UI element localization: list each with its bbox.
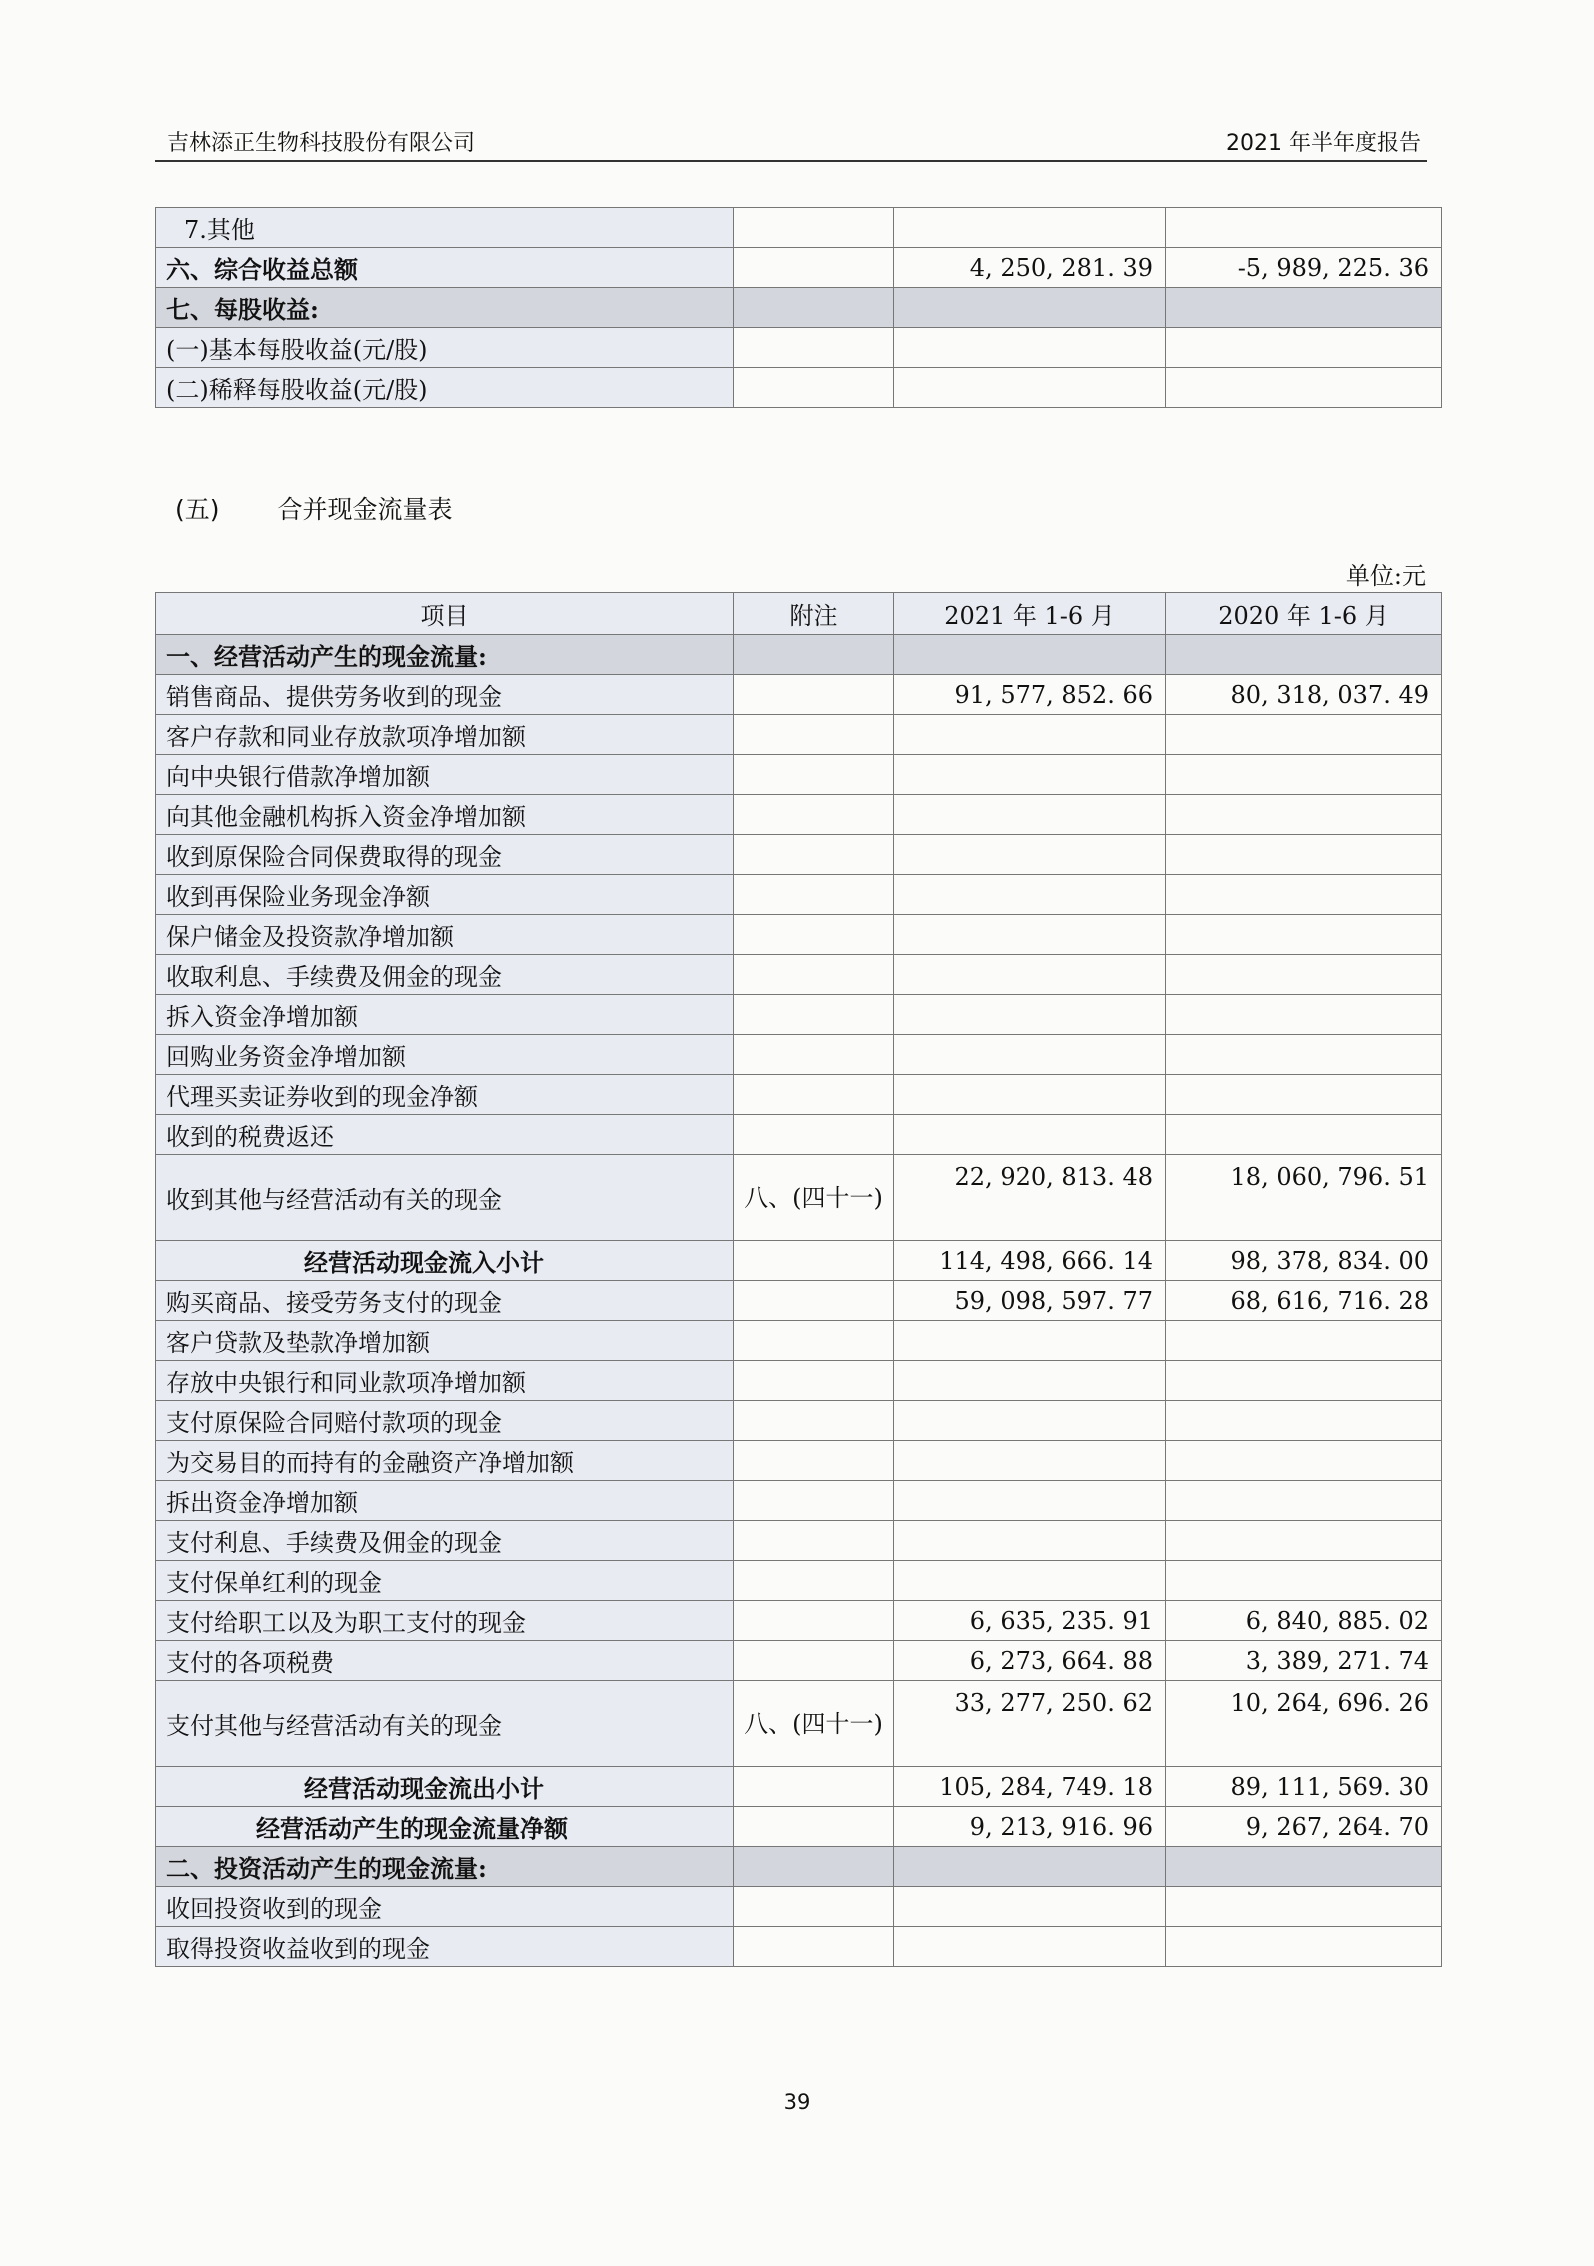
table-row [156,1361,1442,1401]
company-name: 吉林添正生物科技股份有限公司 [167,131,476,156]
row-value-2021 [894,1401,1166,1441]
row-note [734,675,894,715]
table-row [156,208,1442,248]
row-value-2021 [894,1321,1166,1361]
row-value-2020 [1166,208,1442,248]
row-note [734,875,894,915]
row-label: 7.其他 [156,208,734,248]
row-value-2020 [1166,368,1442,408]
row-note [734,288,894,328]
row-note [734,955,894,995]
row-label: 取得投资收益收到的现金 [156,1927,734,1967]
row-value-2021 [894,715,1166,755]
row-value-2021 [894,1441,1166,1481]
table-row [156,1521,1442,1561]
table-row [156,1155,1442,1241]
row-label: 一、经营活动产生的现金流量: [156,635,734,675]
row-label: 保户储金及投资款净增加额 [156,915,734,955]
row-value-2021 [894,1115,1166,1155]
row-label: 收回投资收到的现金 [156,1887,734,1927]
row-label: 向其他金融机构拆入资金净增加额 [156,795,734,835]
row-label: 支付给职工以及为职工支付的现金 [156,1601,734,1641]
table-row [156,328,1442,368]
table-row [156,915,1442,955]
row-value-2021 [894,368,1166,408]
row-value-2020: 6, 840, 885. 02 [1166,1601,1442,1641]
header-item: 项目 [156,593,734,635]
row-value-2020 [1166,795,1442,835]
row-value-2020 [1166,1561,1442,1601]
row-note [734,1035,894,1075]
row-value-2020 [1166,1075,1442,1115]
table-row [156,1401,1442,1441]
row-value-2021 [894,1075,1166,1115]
cash-flow-table [155,592,1442,1967]
section-name: 合并现金流量表 [277,495,453,524]
row-note [734,1321,894,1361]
income-statement-tail-table [155,207,1442,408]
row-note [734,1401,894,1441]
row-value-2020 [1166,1401,1442,1441]
row-label: 拆入资金净增加额 [156,995,734,1035]
row-label: 支付其他与经营活动有关的现金 [156,1681,734,1767]
table-row [156,995,1442,1035]
row-label: 经营活动现金流出小计 [156,1767,734,1807]
row-label: 支付保单红利的现金 [156,1561,734,1601]
table-row [156,1241,1442,1281]
row-value-2021 [894,635,1166,675]
table-row [156,1641,1442,1681]
table-row [156,1767,1442,1807]
row-label: 客户存款和同业存放款项净增加额 [156,715,734,755]
row-value-2020 [1166,1847,1442,1887]
row-label: 存放中央银行和同业款项净增加额 [156,1361,734,1401]
row-note [734,208,894,248]
row-note [734,1927,894,1967]
row-label: 拆出资金净增加额 [156,1481,734,1521]
row-value-2020: 3, 389, 271. 74 [1166,1641,1442,1681]
row-label: 七、每股收益: [156,288,734,328]
row-label: 购买商品、接受劳务支付的现金 [156,1281,734,1321]
row-value-2020 [1166,328,1442,368]
page-header [155,118,1427,162]
row-label: 收到的税费返还 [156,1115,734,1155]
header-note: 附注 [734,593,894,635]
table-row [156,1927,1442,1967]
row-value-2021: 114, 498, 666. 14 [894,1241,1166,1281]
table-row [156,1887,1442,1927]
row-value-2020: 10, 264, 696. 26 [1166,1681,1442,1767]
row-value-2021 [894,288,1166,328]
row-value-2021 [894,1887,1166,1927]
row-value-2021: 6, 273, 664. 88 [894,1641,1166,1681]
row-value-2020 [1166,1887,1442,1927]
row-value-2021 [894,795,1166,835]
row-value-2020: -5, 989, 225. 36 [1166,248,1442,288]
row-note [734,715,894,755]
row-value-2021 [894,955,1166,995]
row-value-2020: 68, 616, 716. 28 [1166,1281,1442,1321]
table-row [156,1441,1442,1481]
row-note: 八、(四十一) [734,1681,894,1767]
row-note [734,835,894,875]
row-value-2020 [1166,715,1442,755]
row-value-2020 [1166,875,1442,915]
row-value-2021 [894,1481,1166,1521]
row-note [734,1481,894,1521]
table-row [156,1561,1442,1601]
table-row [156,835,1442,875]
row-label: (二)稀释每股收益(元/股) [156,368,734,408]
row-value-2021: 91, 577, 852. 66 [894,675,1166,715]
section-title [175,490,452,526]
table-row [156,1481,1442,1521]
row-value-2021 [894,875,1166,915]
row-note [734,1075,894,1115]
row-note [734,1441,894,1481]
table-row [156,368,1442,408]
table-row [156,1847,1442,1887]
row-value-2020 [1166,288,1442,328]
row-label: 销售商品、提供劳务收到的现金 [156,675,734,715]
page-number: 39 [783,2090,811,2114]
row-value-2020 [1166,1321,1442,1361]
row-note [734,795,894,835]
row-note [734,1807,894,1847]
row-note: 八、(四十一) [734,1155,894,1241]
row-value-2020: 18, 060, 796. 51 [1166,1155,1442,1241]
row-value-2021: 6, 635, 235. 91 [894,1601,1166,1641]
section-number: (五) [175,495,220,524]
table-row [156,715,1442,755]
row-label: 收到再保险业务现金净额 [156,875,734,915]
row-value-2021 [894,208,1166,248]
row-label: 支付利息、手续费及佣金的现金 [156,1521,734,1561]
row-label: 支付的各项税费 [156,1641,734,1681]
row-value-2021: 105, 284, 749. 18 [894,1767,1166,1807]
row-note [734,995,894,1035]
table-row [156,755,1442,795]
row-note [734,1767,894,1807]
row-value-2021: 22, 920, 813. 48 [894,1155,1166,1241]
row-value-2020 [1166,1361,1442,1401]
table-row [156,795,1442,835]
unit-label: 单位:元 [1345,562,1426,590]
row-note [734,328,894,368]
row-value-2020: 9, 267, 264. 70 [1166,1807,1442,1847]
row-note [734,1521,894,1561]
row-value-2021: 9, 213, 916. 96 [894,1807,1166,1847]
row-value-2021 [894,755,1166,795]
row-label: 收到原保险合同保费取得的现金 [156,835,734,875]
row-value-2021 [894,1561,1166,1601]
row-label: 回购业务资金净增加额 [156,1035,734,1075]
row-note [734,915,894,955]
header-2020: 2020 年 1-6 月 [1166,593,1442,635]
row-label: 二、投资活动产生的现金流量: [156,1847,734,1887]
table-row [156,288,1442,328]
row-note [734,755,894,795]
row-label: 客户贷款及垫款净增加额 [156,1321,734,1361]
row-value-2020 [1166,1481,1442,1521]
row-note [734,1561,894,1601]
table-row [156,1035,1442,1075]
row-label: 代理买卖证券收到的现金净额 [156,1075,734,1115]
row-label: 为交易目的而持有的金融资产净增加额 [156,1441,734,1481]
row-value-2021 [894,835,1166,875]
row-value-2021 [894,1035,1166,1075]
row-note [734,368,894,408]
row-value-2020 [1166,835,1442,875]
row-note [734,248,894,288]
table-row [156,1075,1442,1115]
row-value-2020 [1166,915,1442,955]
report-title: 2021 年半年度报告 [1226,131,1421,156]
table-row [156,1601,1442,1641]
row-value-2021 [894,1927,1166,1967]
row-label: (一)基本每股收益(元/股) [156,328,734,368]
row-value-2021 [894,328,1166,368]
row-label: 向中央银行借款净增加额 [156,755,734,795]
row-value-2021: 33, 277, 250. 62 [894,1681,1166,1767]
row-label: 收取利息、手续费及佣金的现金 [156,955,734,995]
row-value-2020 [1166,755,1442,795]
table-row [156,1321,1442,1361]
table-row [156,955,1442,995]
table-row [156,675,1442,715]
row-value-2020 [1166,1441,1442,1481]
row-value-2020 [1166,995,1442,1035]
table-header-row [156,593,1442,635]
row-note [734,1361,894,1401]
row-label: 经营活动现金流入小计 [156,1241,734,1281]
row-note [734,1601,894,1641]
row-label: 收到其他与经营活动有关的现金 [156,1155,734,1241]
row-value-2021: 4, 250, 281. 39 [894,248,1166,288]
row-value-2021 [894,1521,1166,1561]
row-note [734,1115,894,1155]
row-value-2021 [894,995,1166,1035]
row-note [734,1887,894,1927]
row-value-2021 [894,1361,1166,1401]
row-note [734,635,894,675]
row-value-2020 [1166,1927,1442,1967]
row-value-2020: 89, 111, 569. 30 [1166,1767,1442,1807]
table-row [156,1807,1442,1847]
table-row [156,875,1442,915]
row-label: 六、综合收益总额 [156,248,734,288]
header-2021: 2021 年 1-6 月 [894,593,1166,635]
row-note [734,1641,894,1681]
row-value-2021 [894,1847,1166,1887]
table-row [156,1281,1442,1321]
table-row [156,1681,1442,1767]
row-value-2020 [1166,1115,1442,1155]
row-value-2020 [1166,1521,1442,1561]
row-value-2021 [894,915,1166,955]
table-row [156,635,1442,675]
table-row [156,1115,1442,1155]
row-label: 经营活动产生的现金流量净额 [156,1807,734,1847]
row-value-2020: 80, 318, 037. 49 [1166,675,1442,715]
row-value-2020 [1166,635,1442,675]
row-note [734,1241,894,1281]
row-label: 支付原保险合同赔付款项的现金 [156,1401,734,1441]
row-value-2020 [1166,955,1442,995]
row-value-2020 [1166,1035,1442,1075]
row-note [734,1281,894,1321]
row-value-2020: 98, 378, 834. 00 [1166,1241,1442,1281]
row-value-2021: 59, 098, 597. 77 [894,1281,1166,1321]
table-row [156,248,1442,288]
row-note [734,1847,894,1887]
